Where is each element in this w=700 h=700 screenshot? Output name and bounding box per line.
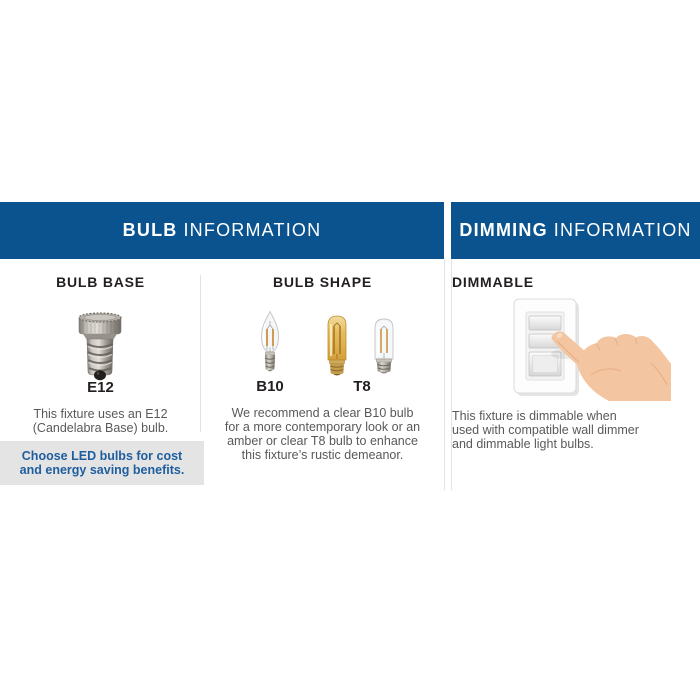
bulb-shape-description-line: for a more contemporary look or an [224,420,421,434]
bulb-base-description-line: (Candelabra Base) bulb. [32,421,169,435]
dimming-information-panel [451,259,700,490]
bulb-shape-description-line: We recommend a clear B10 bulb [231,406,414,420]
bulb-shape-section [201,259,444,490]
led-tip-box [0,441,204,485]
b10-bulb-icon [257,310,283,376]
dimmable-description-line: This fixture is dimmable when [452,409,617,423]
bulb-base-section [0,259,201,490]
bulb-information-header [0,202,444,259]
bulb-information-panel [0,259,445,490]
bulb-information-title-bold: BULB [122,220,178,240]
bulb-shape-description-line: this fixture’s rustic demeanor. [241,448,404,462]
bulb-information-title-regular: INFORMATION [183,220,322,240]
t8-clear-bulb-icon [371,317,397,375]
dimmable-description [452,409,700,451]
t8-label: T8 [353,378,371,395]
bulb-shape-description [201,406,444,462]
e12-screw-base-icon [74,311,126,381]
dimmable-description-line: and dimmable light bulbs. [452,437,594,451]
dimming-information-title-bold: DIMMING [459,220,548,240]
bulb-base-description-line: This fixture uses an E12 [33,407,168,421]
bulb-shape-description-line: amber or clear T8 bulb to enhance [227,434,418,448]
dimming-information-header [451,202,700,259]
dimmable-heading: DIMMABLE [452,274,534,290]
e12-label: E12 [87,379,114,396]
b10-label: B10 [256,378,284,395]
bulb-base-heading: BULB BASE [56,274,145,290]
led-tip-line: Choose LED bulbs for cost [21,448,183,463]
dimmable-description-line: used with compatible wall dimmer [452,423,639,437]
dimming-information-title-regular: INFORMATION [553,220,692,240]
bulb-base-description [0,407,201,435]
dimmer-switch-with-hand-icon [499,293,671,401]
bulb-shape-heading: BULB SHAPE [272,274,372,290]
led-tip-line: and energy saving benefits. [19,463,185,477]
t8-amber-bulb-icon [324,314,350,377]
